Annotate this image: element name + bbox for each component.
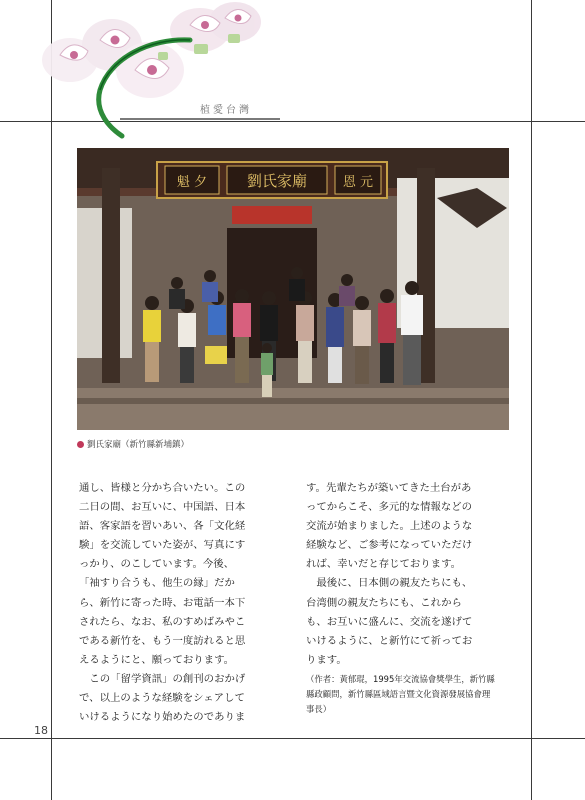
photo-caption-text: 劉氏家廟（新竹縣新埔鎮） (87, 440, 190, 450)
text-line: 経験など、ご参考になっていただけ (306, 539, 473, 552)
author-note-line: 縣政顧問，新竹縣區域語言暨文化資源發展協會理 (306, 688, 491, 699)
text-line: 二日の間、お互いに、中国語、日本 (79, 501, 246, 514)
temple-plaque-center: 劉氏家廟 (246, 172, 308, 190)
text-line: えるようにと、願っております。 (79, 653, 235, 666)
text-line: 交流が始まりました。上述のような (306, 520, 473, 533)
text-line: 語、客家語を習いあい、各「文化経 (79, 520, 246, 533)
text-line: 台湾側の親友たちにも、これから (306, 596, 462, 609)
text-line: 最後に、日本側の親友たちにも、 (306, 577, 473, 590)
section-title-rule (120, 118, 280, 120)
text-line: 通し、皆様と分かち合いたい。この (79, 482, 246, 494)
text-line: す。先輩たちが築いてきた土台があ (306, 482, 472, 494)
author-note (306, 672, 513, 717)
text-line: ります。 (306, 653, 347, 666)
text-line: である新竹を、もう一度訪れると思 (79, 634, 246, 647)
author-note-line: 事長） (306, 703, 332, 714)
article-column-left (79, 479, 286, 727)
article-column-right (306, 479, 513, 717)
text-line: で、以上のような経験をシェアして (79, 692, 245, 705)
text-line: っかり、のこしています。今後、 (79, 558, 235, 571)
text-line: 験」を交流していた姿が、写真にす (79, 539, 246, 552)
text-line: も、お互いに盛んに、交流を遂げて (306, 615, 473, 628)
text-line: ら、新竹に寄った時、お電話一本下 (79, 596, 246, 609)
crop-guide-right (531, 0, 532, 800)
text-line: いけるようになり始めたのでありま (79, 711, 246, 724)
text-line: この「留学資訊」の創刊のおかげ (79, 672, 246, 685)
text-line: れば、幸いだと存じております。 (306, 558, 462, 571)
page-number: 18 (34, 724, 48, 737)
caption-bullet-icon (77, 441, 84, 448)
temple-plaque-right: 恩 元 (342, 175, 374, 190)
section-title: 植愛台灣 (200, 105, 252, 116)
text-line: されたら、なお、私のすめばみやこ (79, 615, 246, 628)
article-paragraph (79, 479, 286, 727)
author-note-line: （作者：黃郁琨，1995年交流協會獎學生，新竹縣 (306, 673, 495, 684)
crop-guide-bottom (0, 738, 585, 739)
text-line: 「袖すり合うも、他生の縁」だか (79, 577, 235, 590)
photo-caption (77, 438, 189, 450)
text-line: いけるように、と新竹にて祈ってお (306, 634, 473, 647)
temple-plaque-left: 魁 夕 (176, 175, 208, 190)
temple-group-photo (77, 148, 509, 430)
article-paragraph (306, 479, 513, 670)
orchid-illustration (40, 0, 280, 142)
text-line: ってからこそ、多元的な情報などの (306, 501, 473, 514)
